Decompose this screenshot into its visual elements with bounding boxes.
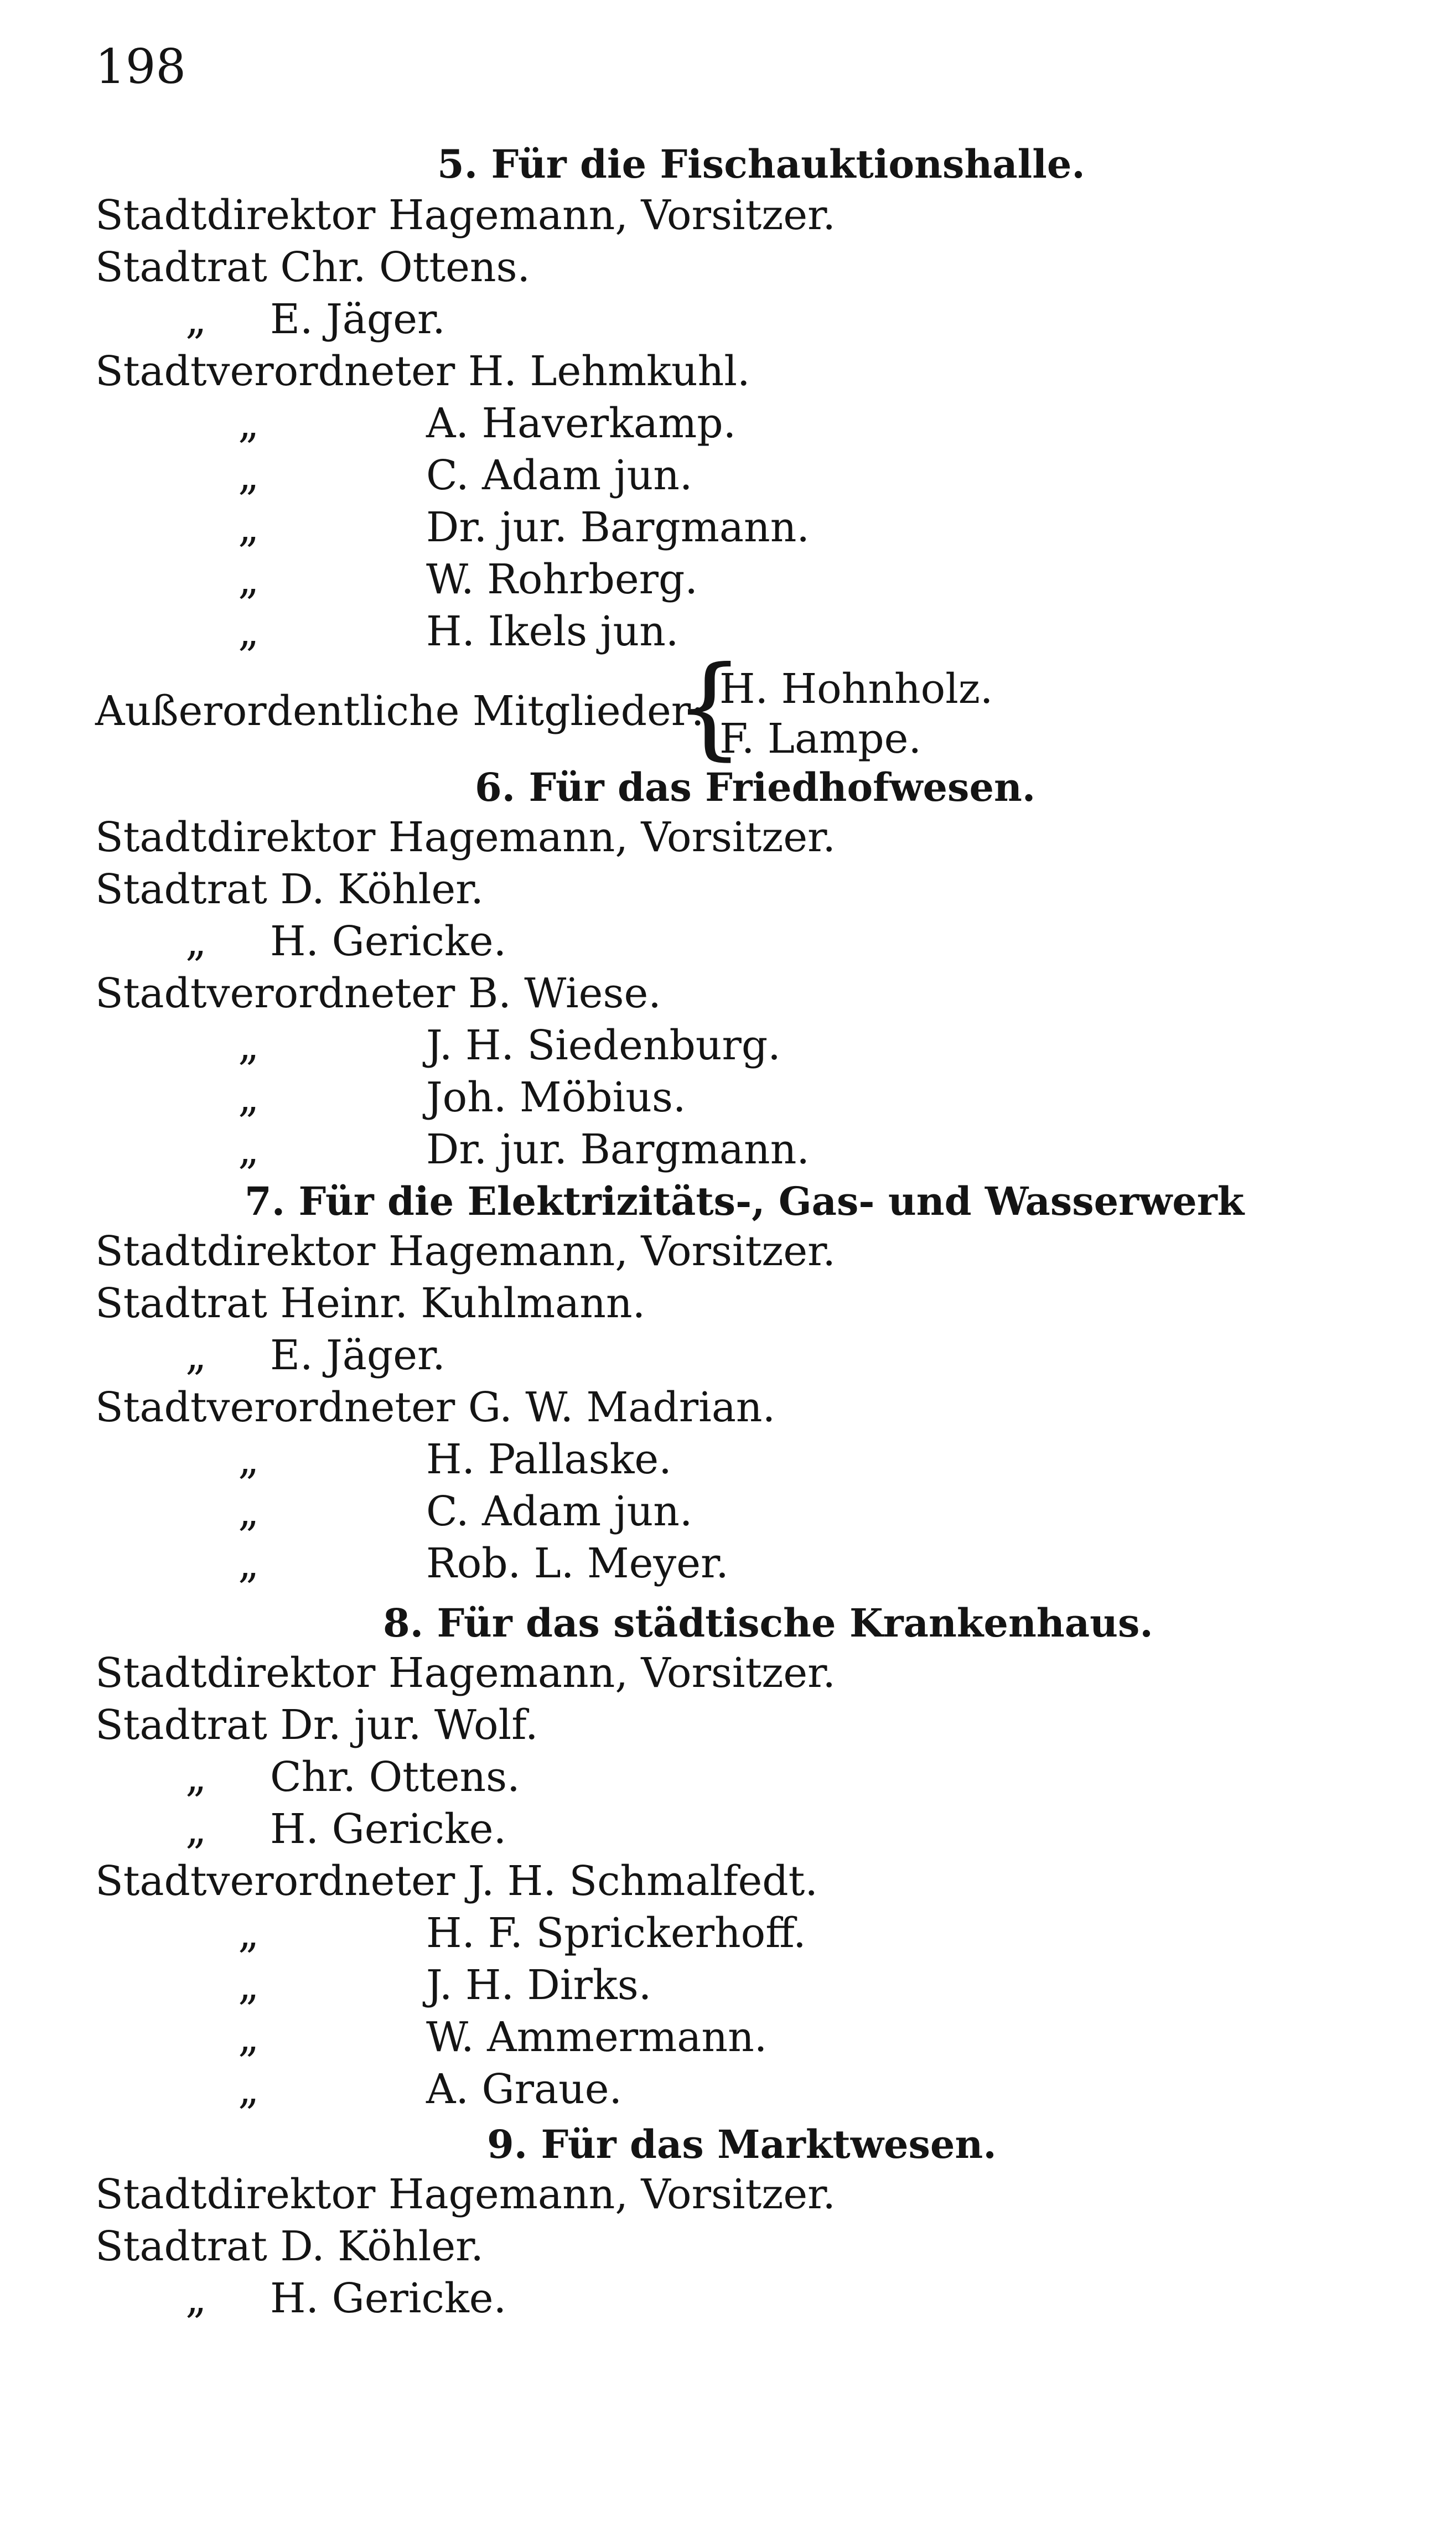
ditto-mark: „ bbox=[238, 1436, 260, 1483]
extra-member-name: H. Hohnholz. bbox=[719, 665, 993, 713]
member-name: Hagemann, Vorsitzer. bbox=[388, 1228, 836, 1275]
member-name: Hagemann, Vorsitzer. bbox=[388, 191, 836, 239]
member-row bbox=[95, 1228, 836, 1275]
member-name: C. Adam jun. bbox=[426, 452, 693, 499]
member-row bbox=[95, 866, 484, 913]
extra-members-label: Außerordentliche Mitglieder: bbox=[95, 687, 705, 735]
member-row bbox=[95, 1701, 538, 1749]
member-name: A. Haverkamp. bbox=[426, 400, 737, 447]
member-name: H. Ikels jun. bbox=[426, 608, 679, 655]
ditto-mark: „ bbox=[238, 1540, 260, 1587]
member-role: Stadtverordneter bbox=[95, 970, 455, 1017]
member-name: H. Gericke. bbox=[270, 918, 507, 965]
member-name: Chr. Ottens. bbox=[270, 1753, 520, 1801]
member-name: G. W. Madrian. bbox=[468, 1384, 776, 1431]
ditto-mark: „ bbox=[238, 1961, 260, 2009]
member-row bbox=[95, 814, 836, 861]
member-name: Dr. jur. Bargmann. bbox=[426, 1126, 810, 1173]
member-name: Rob. L. Meyer. bbox=[426, 1540, 729, 1587]
member-name: W. Rohrberg. bbox=[426, 556, 698, 603]
member-name: H. Gericke. bbox=[270, 1805, 507, 1853]
member-name: Chr. Ottens. bbox=[280, 244, 531, 291]
member-row bbox=[95, 1384, 776, 1431]
member-name: J. H. Schmalfedt. bbox=[468, 1857, 818, 1905]
member-role: Stadtrat bbox=[95, 2223, 267, 2270]
member-role: Stadtrat bbox=[95, 1701, 267, 1749]
member-row bbox=[95, 191, 836, 239]
ditto-mark: „ bbox=[238, 556, 260, 603]
member-name: Hagemann, Vorsitzer. bbox=[388, 814, 836, 861]
section-heading: 6. Für das Friedhofwesen. bbox=[475, 764, 1036, 810]
member-role: Stadtverordneter bbox=[95, 1384, 455, 1431]
member-name: J. H. Dirks. bbox=[426, 1961, 652, 2009]
ditto-mark: „ bbox=[238, 1488, 260, 1535]
section-heading: 7. Für die Elektrizitäts-, Gas- und Wasserwerk bbox=[245, 1178, 1245, 1224]
section-heading: 8. Für das städtische Krankenhaus. bbox=[383, 1600, 1153, 1646]
ditto-mark: „ bbox=[238, 608, 260, 655]
member-name: J. H. Siedenburg. bbox=[426, 1022, 781, 1069]
ditto-mark: „ bbox=[238, 504, 260, 551]
member-name: Hagemann, Vorsitzer. bbox=[388, 1649, 836, 1697]
member-role: Stadtrat bbox=[95, 1280, 267, 1327]
ditto-mark: „ bbox=[238, 400, 260, 447]
member-role: Stadtdirektor bbox=[95, 814, 376, 861]
ditto-mark: „ bbox=[238, 452, 260, 499]
member-name: Hagemann, Vorsitzer. bbox=[388, 2171, 836, 2218]
ditto-mark: „ bbox=[185, 1332, 207, 1379]
member-name: B. Wiese. bbox=[468, 970, 661, 1017]
member-row bbox=[95, 970, 661, 1017]
member-name: Heinr. Kuhlmann. bbox=[280, 1280, 646, 1327]
page-number: 198 bbox=[95, 39, 186, 95]
member-role: Stadtdirektor bbox=[95, 1228, 376, 1275]
ditto-mark: „ bbox=[238, 1909, 260, 1957]
member-row bbox=[95, 244, 531, 291]
member-name: W. Ammermann. bbox=[426, 2013, 768, 2061]
member-row bbox=[95, 2171, 836, 2218]
member-name: H. Lehmkuhl. bbox=[468, 348, 750, 395]
member-role: Stadtverordneter bbox=[95, 348, 455, 395]
member-name: C. Adam jun. bbox=[426, 1488, 693, 1535]
ditto-mark: „ bbox=[238, 2065, 260, 2113]
ditto-mark: „ bbox=[238, 2013, 260, 2061]
member-role: Stadtverordneter bbox=[95, 1857, 455, 1905]
member-name: E. Jäger. bbox=[270, 1332, 445, 1379]
member-row bbox=[95, 348, 750, 395]
ditto-mark: „ bbox=[238, 1074, 260, 1121]
brace-symbol: { bbox=[674, 643, 745, 772]
member-name: Dr. jur. Wolf. bbox=[280, 1701, 538, 1749]
member-name: E. Jäger. bbox=[270, 296, 445, 343]
ditto-mark: „ bbox=[185, 296, 207, 343]
member-name: D. Köhler. bbox=[280, 2223, 484, 2270]
member-name: A. Graue. bbox=[426, 2065, 623, 2113]
member-name: H. Pallaske. bbox=[426, 1436, 672, 1483]
member-name: Joh. Möbius. bbox=[426, 1074, 686, 1121]
member-role: Stadtdirektor bbox=[95, 1649, 376, 1697]
member-role: Stadtrat bbox=[95, 244, 267, 291]
member-name: H. Gericke. bbox=[270, 2275, 507, 2322]
section-heading: 9. Für das Marktwesen. bbox=[487, 2121, 997, 2167]
member-role: Stadtdirektor bbox=[95, 2171, 376, 2218]
extra-member-name: F. Lampe. bbox=[719, 715, 921, 763]
member-role: Stadtdirektor bbox=[95, 191, 376, 239]
member-row bbox=[95, 1280, 646, 1327]
section-heading: 5. Für die Fischauktionshalle. bbox=[437, 141, 1085, 187]
ditto-mark: „ bbox=[185, 2275, 207, 2322]
ditto-mark: „ bbox=[238, 1126, 260, 1173]
ditto-mark: „ bbox=[185, 1753, 207, 1801]
member-role: Stadtrat bbox=[95, 866, 267, 913]
member-name: Dr. jur. Bargmann. bbox=[426, 504, 810, 551]
ditto-mark: „ bbox=[185, 1805, 207, 1853]
member-row bbox=[95, 2223, 484, 2270]
ditto-mark: „ bbox=[185, 918, 207, 965]
member-name: H. F. Sprickerhoff. bbox=[426, 1909, 806, 1957]
member-row bbox=[95, 1649, 836, 1697]
member-name: D. Köhler. bbox=[280, 866, 484, 913]
member-row bbox=[95, 1857, 818, 1905]
ditto-mark: „ bbox=[238, 1022, 260, 1069]
